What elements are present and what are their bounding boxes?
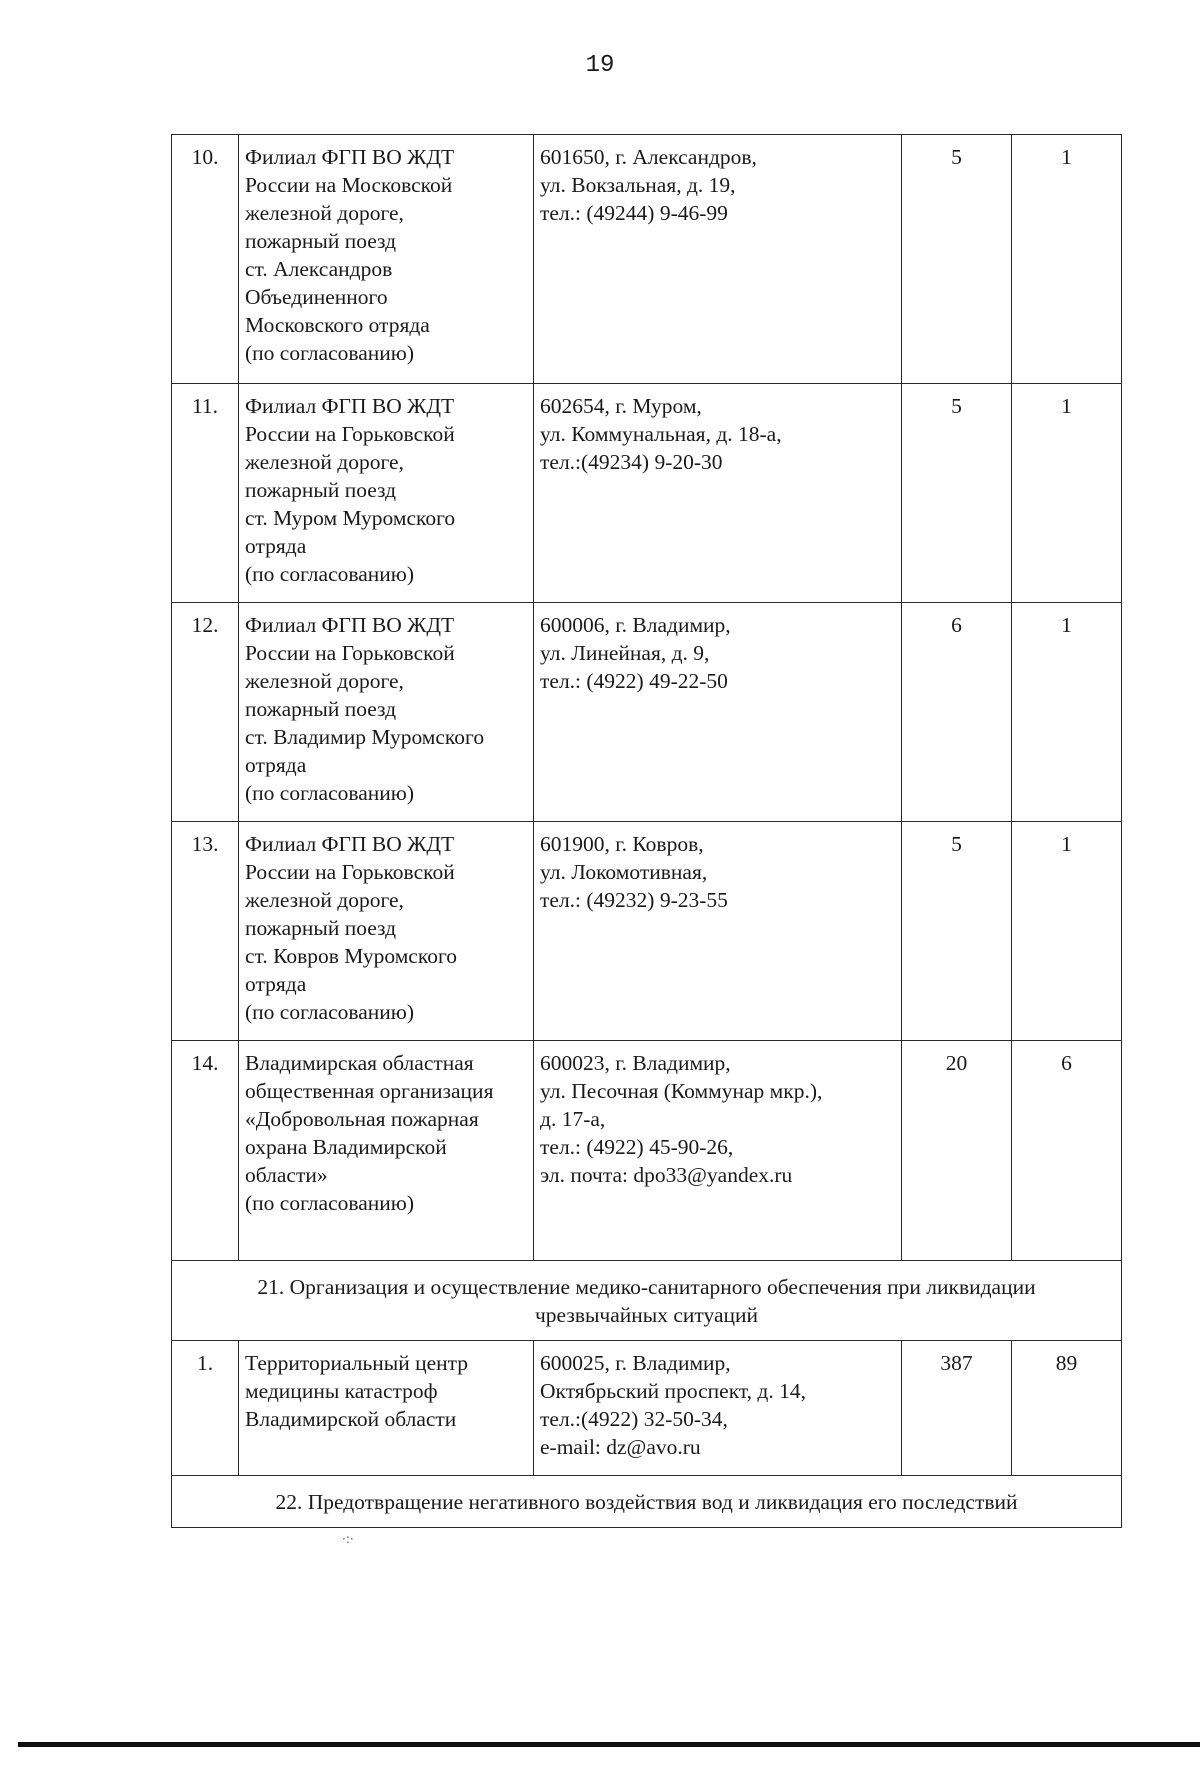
value-1: 5: [902, 384, 1012, 603]
table-row: [172, 1341, 1122, 1476]
organization-address: 600023, г. Владимир, ул. Песочная (Коммунар мкр.), д. 17-а, тел.: (4922) 45-90-26, эл. почта: dpo33@yandex.ru: [534, 1041, 902, 1261]
scan-artifact: ·:·: [342, 1532, 354, 1546]
organization-name: Территориальный центр медицины катастроф Владимирской области: [239, 1341, 534, 1476]
value-1: 387: [902, 1341, 1012, 1476]
organization-name: Филиал ФГП ВО ЖДТ России на Горьковской железной дороге, пожарный поезд ст. Муром Муромского отряда (по согласованию): [239, 384, 534, 603]
value-1: 5: [902, 822, 1012, 1041]
value-2: 1: [1012, 603, 1122, 822]
value-2: 1: [1012, 135, 1122, 384]
section-heading-row: [172, 1261, 1122, 1341]
section-22-title: 22. Предотвращение негативного воздействия вод и ликвидация его последствий: [172, 1476, 1122, 1528]
section-21-title: 21. Организация и осуществление медико-санитарного обеспечения при ликвидации чрезвычайных ситуаций: [172, 1261, 1122, 1341]
organization-address: 601900, г. Ковров, ул. Локомотивная, тел.: (49232) 9-23-55: [534, 822, 902, 1041]
row-number: 14.: [172, 1041, 239, 1261]
organization-address: 601650, г. Александров, ул. Вокзальная, д. 19, тел.: (49244) 9-46-99: [534, 135, 902, 384]
row-number: 12.: [172, 603, 239, 822]
organization-name: Владимирская областная общественная организация «Добровольная пожарная охрана Владимирской области» (по согласованию): [239, 1041, 534, 1261]
table-row: [172, 603, 1122, 822]
section-heading-row: [172, 1476, 1122, 1528]
value-1: 6: [902, 603, 1012, 822]
organization-address: 600006, г. Владимир, ул. Линейная, д. 9, тел.: (4922) 49-22-50: [534, 603, 902, 822]
value-2: 6: [1012, 1041, 1122, 1261]
table-row: [172, 1041, 1122, 1261]
table-row: [172, 384, 1122, 603]
row-number: 1.: [172, 1341, 239, 1476]
organizations-table: [171, 134, 1122, 1528]
bottom-rule: [18, 1742, 1200, 1747]
value-1: 5: [902, 135, 1012, 384]
value-1: 20: [902, 1041, 1012, 1261]
organization-name: Филиал ФГП ВО ЖДТ России на Горьковской железной дороге, пожарный поезд ст. Ковров Муромского отряда (по согласованию): [239, 822, 534, 1041]
value-2: 1: [1012, 822, 1122, 1041]
organization-address: 600025, г. Владимир, Октябрьский проспект, д. 14, тел.:(4922) 32-50-34, e-mail: dz@avo.ru: [534, 1341, 902, 1476]
table-row: [172, 822, 1122, 1041]
organization-name: Филиал ФГП ВО ЖДТ России на Горьковской железной дороге, пожарный поезд ст. Владимир Муромского отряда (по согласованию): [239, 603, 534, 822]
page-number: 19: [585, 52, 615, 79]
organization-address: 602654, г. Муром, ул. Коммунальная, д. 18-а, тел.:(49234) 9-20-30: [534, 384, 902, 603]
organization-name: Филиал ФГП ВО ЖДТ России на Московской железной дороге, пожарный поезд ст. Александров Объединенного Московского отряда (по согласованию): [239, 135, 534, 384]
value-2: 1: [1012, 384, 1122, 603]
value-2: 89: [1012, 1341, 1122, 1476]
table-row: [172, 135, 1122, 384]
row-number: 11.: [172, 384, 239, 603]
row-number: 10.: [172, 135, 239, 384]
row-number: 13.: [172, 822, 239, 1041]
